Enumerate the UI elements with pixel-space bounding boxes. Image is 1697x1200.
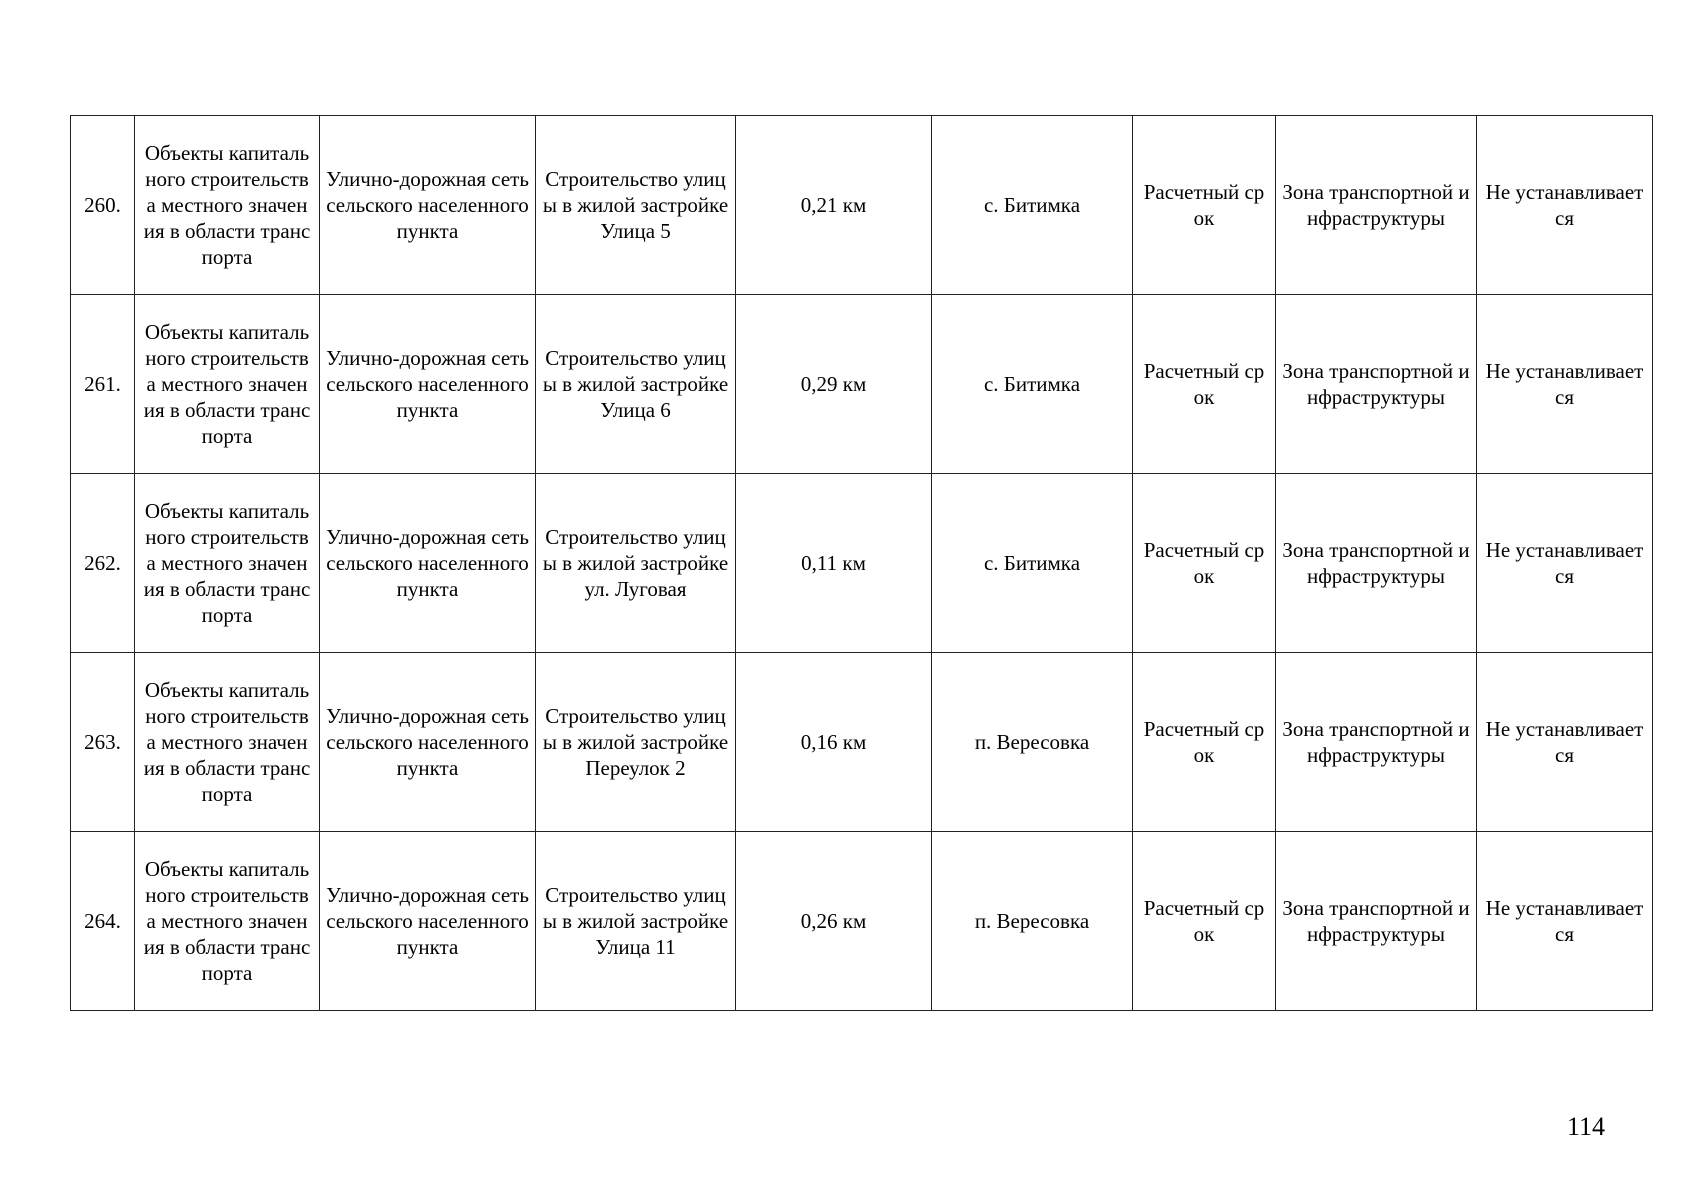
implementation-term: Расчетный срок: [1133, 295, 1276, 474]
protection-zone: Не устанавливается: [1477, 474, 1653, 653]
object-type: Улично-дорожная сеть сельского населенного пункта: [320, 474, 536, 653]
table-row: [71, 832, 1653, 1011]
page-number: 114: [1566, 1112, 1605, 1141]
implementation-term: Расчетный срок: [1133, 653, 1276, 832]
object-type: Улично-дорожная сеть сельского населенного пункта: [320, 653, 536, 832]
protection-zone: Не устанавливается: [1477, 653, 1653, 832]
object-category: Объекты капитального строительства местного значения в области транспорта: [135, 653, 320, 832]
object-length: 0,26 км: [736, 832, 932, 1011]
object-category: Объекты капитального строительства местного значения в области транспорта: [135, 116, 320, 295]
functional-zone: Зона транспортной инфраструктуры: [1276, 295, 1477, 474]
object-location: п. Вересовка: [932, 832, 1133, 1011]
row-number: 262.: [71, 474, 135, 653]
object-type: Улично-дорожная сеть сельского населенного пункта: [320, 295, 536, 474]
object-name: Строительство улицы в жилой застройке Переулок 2: [536, 653, 736, 832]
object-location: с. Битимка: [932, 116, 1133, 295]
object-category: Объекты капитального строительства местного значения в области транспорта: [135, 295, 320, 474]
object-name: Строительство улицы в жилой застройке Улица 11: [536, 832, 736, 1011]
object-location: с. Битимка: [932, 295, 1133, 474]
object-length: 0,16 км: [736, 653, 932, 832]
functional-zone: Зона транспортной инфраструктуры: [1276, 474, 1477, 653]
protection-zone: Не устанавливается: [1477, 116, 1653, 295]
implementation-term: Расчетный срок: [1133, 832, 1276, 1011]
object-type: Улично-дорожная сеть сельского населенного пункта: [320, 832, 536, 1011]
implementation-term: Расчетный срок: [1133, 116, 1276, 295]
row-number: 260.: [71, 116, 135, 295]
table-row: [71, 116, 1653, 295]
object-location: с. Битимка: [932, 474, 1133, 653]
object-type: Улично-дорожная сеть сельского населенного пункта: [320, 116, 536, 295]
table-row: [71, 474, 1653, 653]
table-row: [71, 295, 1653, 474]
row-number: 261.: [71, 295, 135, 474]
object-category: Объекты капитального строительства местного значения в области транспорта: [135, 832, 320, 1011]
row-number: 263.: [71, 653, 135, 832]
functional-zone: Зона транспортной инфраструктуры: [1276, 653, 1477, 832]
implementation-term: Расчетный срок: [1133, 474, 1276, 653]
table-row: [71, 653, 1653, 832]
functional-zone: Зона транспортной инфраструктуры: [1276, 832, 1477, 1011]
protection-zone: Не устанавливается: [1477, 295, 1653, 474]
object-category: Объекты капитального строительства местного значения в области транспорта: [135, 474, 320, 653]
object-length: 0,11 км: [736, 474, 932, 653]
object-name: Строительство улицы в жилой застройке ул. Луговая: [536, 474, 736, 653]
object-location: п. Вересовка: [932, 653, 1133, 832]
object-name: Строительство улицы в жилой застройке Улица 5: [536, 116, 736, 295]
protection-zone: Не устанавливается: [1477, 832, 1653, 1011]
functional-zone: Зона транспортной инфраструктуры: [1276, 116, 1477, 295]
object-length: 0,21 км: [736, 116, 932, 295]
row-number: 264.: [71, 832, 135, 1011]
object-length: 0,29 км: [736, 295, 932, 474]
object-name: Строительство улицы в жилой застройке Улица 6: [536, 295, 736, 474]
objects-table: [70, 115, 1653, 1011]
